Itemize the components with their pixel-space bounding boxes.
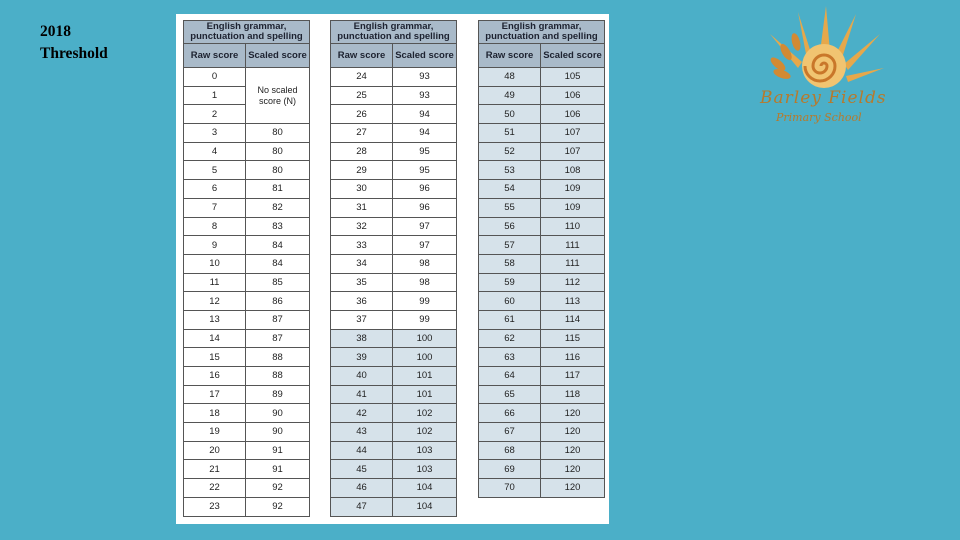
scaled-score-cell: 120	[541, 404, 605, 423]
table-row	[331, 385, 457, 404]
scaled-score-cell: 120	[541, 441, 605, 460]
scaled-score-cell: 97	[393, 217, 457, 236]
table-row	[331, 180, 457, 199]
scaled-score-cell: 115	[541, 329, 605, 348]
table-row	[479, 86, 605, 105]
scaled-score-cell: 87	[246, 329, 310, 348]
scaled-score-cell: 84	[246, 236, 310, 255]
table-row	[184, 273, 310, 292]
scaled-score-cell: 101	[393, 367, 457, 386]
raw-score-cell: 61	[479, 310, 541, 329]
raw-score-cell: 33	[331, 236, 393, 255]
raw-score-cell: 22	[184, 479, 246, 498]
table-row	[331, 254, 457, 273]
table-row	[184, 367, 310, 386]
raw-score-cell: 36	[331, 292, 393, 311]
raw-score-cell: 62	[479, 329, 541, 348]
raw-score-cell: 28	[331, 142, 393, 161]
table-row	[479, 367, 605, 386]
raw-score-cell: 54	[479, 180, 541, 199]
scaled-score-cell: 94	[393, 124, 457, 143]
table-row	[479, 273, 605, 292]
scaled-score-cell: 120	[541, 460, 605, 479]
raw-score-cell: 50	[479, 105, 541, 124]
table-row	[331, 329, 457, 348]
table-row	[479, 310, 605, 329]
raw-score-cell: 3	[184, 124, 246, 143]
scaled-score-cell: 83	[246, 217, 310, 236]
table-row	[331, 348, 457, 367]
scaled-score-cell: 81	[246, 180, 310, 199]
scaled-score-cell: 116	[541, 348, 605, 367]
scaled-score-header: Scaled score	[541, 44, 605, 68]
table-title: English grammar, punctuation and spelling	[184, 21, 310, 44]
table-row	[184, 254, 310, 273]
raw-score-cell: 23	[184, 497, 246, 516]
raw-score-cell: 29	[331, 161, 393, 180]
scaled-score-header: Scaled score	[246, 44, 310, 68]
raw-score-cell: 53	[479, 161, 541, 180]
scaled-score-header: Scaled score	[393, 44, 457, 68]
scaled-score-cell: 82	[246, 198, 310, 217]
scaled-score-cell: 92	[246, 497, 310, 516]
raw-score-cell: 30	[331, 180, 393, 199]
raw-score-cell: 7	[184, 198, 246, 217]
table-row	[184, 217, 310, 236]
table-row	[479, 385, 605, 404]
table-row	[479, 124, 605, 143]
raw-score-cell: 16	[184, 367, 246, 386]
table-row	[479, 68, 605, 87]
table-row	[184, 236, 310, 255]
scaled-score-cell: 94	[393, 105, 457, 124]
table-row	[184, 497, 310, 516]
scaled-score-cell: 110	[541, 217, 605, 236]
raw-score-cell: 6	[184, 180, 246, 199]
table-row	[331, 124, 457, 143]
scaled-score-cell: 113	[541, 292, 605, 311]
raw-score-cell: 9	[184, 236, 246, 255]
raw-score-cell: 45	[331, 460, 393, 479]
table-row	[331, 367, 457, 386]
scaled-score-cell: 100	[393, 348, 457, 367]
scaled-score-cell: 102	[393, 404, 457, 423]
raw-score-cell: 64	[479, 367, 541, 386]
scaled-score-cell: 107	[541, 124, 605, 143]
scaled-score-cell: 98	[393, 254, 457, 273]
scaled-score-cell: 112	[541, 273, 605, 292]
raw-score-cell: 43	[331, 423, 393, 442]
table-row	[331, 310, 457, 329]
scaled-score-cell: 114	[541, 310, 605, 329]
scaled-score-cell: 106	[541, 105, 605, 124]
raw-score-cell: 40	[331, 367, 393, 386]
table-row	[331, 161, 457, 180]
score-table-2	[330, 20, 457, 517]
table-row	[479, 423, 605, 442]
school-name: Barley Fields	[760, 88, 887, 108]
raw-score-cell: 39	[331, 348, 393, 367]
table-title: English grammar, punctuation and spelling	[479, 21, 605, 44]
raw-score-cell: 44	[331, 441, 393, 460]
raw-score-cell: 34	[331, 254, 393, 273]
raw-score-cell: 37	[331, 310, 393, 329]
table-row	[331, 198, 457, 217]
table-row	[479, 404, 605, 423]
scaled-score-cell: 97	[393, 236, 457, 255]
table-row	[331, 441, 457, 460]
scaled-score-cell: 118	[541, 385, 605, 404]
scaled-score-cell: 87	[246, 310, 310, 329]
scaled-score-cell: 80	[246, 124, 310, 143]
raw-score-cell: 55	[479, 198, 541, 217]
scaled-score-cell: 85	[246, 273, 310, 292]
table-row	[479, 142, 605, 161]
scaled-score-cell: 92	[246, 479, 310, 498]
table-title: English grammar, punctuation and spelling	[331, 21, 457, 44]
scaled-score-cell: 80	[246, 142, 310, 161]
table-row	[184, 161, 310, 180]
table-row	[479, 348, 605, 367]
table-row	[184, 479, 310, 498]
scaled-score-cell: 86	[246, 292, 310, 311]
scaled-score-cell: 95	[393, 161, 457, 180]
scaled-score-cell: 95	[393, 142, 457, 161]
scaled-score-cell: 91	[246, 460, 310, 479]
raw-score-header: Raw score	[331, 44, 393, 68]
raw-score-cell: 42	[331, 404, 393, 423]
scaled-score-cell: 103	[393, 460, 457, 479]
table-row	[184, 329, 310, 348]
table-row	[479, 292, 605, 311]
table-row	[184, 385, 310, 404]
table-row	[331, 68, 457, 87]
table-row	[184, 348, 310, 367]
scaled-score-cell: 93	[393, 86, 457, 105]
table-row	[184, 441, 310, 460]
raw-score-cell: 0	[184, 68, 246, 87]
table-row	[184, 423, 310, 442]
table-row	[184, 124, 310, 143]
scaled-score-cell: 104	[393, 479, 457, 498]
table-row	[184, 310, 310, 329]
table-row	[479, 329, 605, 348]
scaled-score-cell: 91	[246, 441, 310, 460]
scaled-score-cell: 103	[393, 441, 457, 460]
raw-score-cell: 14	[184, 329, 246, 348]
table-row	[479, 441, 605, 460]
table-row	[479, 236, 605, 255]
scaled-score-cell: 89	[246, 385, 310, 404]
school-type: Primary School	[776, 111, 862, 124]
raw-score-cell: 4	[184, 142, 246, 161]
raw-score-cell: 38	[331, 329, 393, 348]
table-row	[479, 198, 605, 217]
raw-score-cell: 2	[184, 105, 246, 124]
raw-score-cell: 56	[479, 217, 541, 236]
scaled-score-cell: 109	[541, 180, 605, 199]
scaled-score-cell: 99	[393, 310, 457, 329]
scaled-score-cell: 111	[541, 254, 605, 273]
scaled-score-cell: 98	[393, 273, 457, 292]
table-row	[331, 142, 457, 161]
scaled-score-cell: 96	[393, 180, 457, 199]
raw-score-cell: 48	[479, 68, 541, 87]
scaled-score-cell: 101	[393, 385, 457, 404]
table-row	[331, 460, 457, 479]
raw-score-cell: 59	[479, 273, 541, 292]
table-row	[184, 292, 310, 311]
raw-score-cell: 41	[331, 385, 393, 404]
raw-score-cell: 15	[184, 348, 246, 367]
raw-score-cell: 65	[479, 385, 541, 404]
raw-score-cell: 67	[479, 423, 541, 442]
scaled-score-cell: 80	[246, 161, 310, 180]
table-row	[479, 180, 605, 199]
table-row	[479, 460, 605, 479]
table-row	[331, 236, 457, 255]
table-row	[184, 68, 310, 87]
raw-score-cell: 12	[184, 292, 246, 311]
table-row	[184, 460, 310, 479]
table-row	[184, 404, 310, 423]
raw-score-cell: 51	[479, 124, 541, 143]
table-row	[479, 161, 605, 180]
score-table-3	[478, 20, 605, 498]
scaled-score-cell: 88	[246, 367, 310, 386]
scaled-score-cell: 117	[541, 367, 605, 386]
raw-score-cell: 32	[331, 217, 393, 236]
raw-score-cell: 26	[331, 105, 393, 124]
raw-score-cell: 20	[184, 441, 246, 460]
no-scaled-score-cell: No scaled score (N)	[246, 68, 310, 124]
slide-title	[40, 21, 108, 65]
table-row	[479, 254, 605, 273]
scaled-score-cell: 100	[393, 329, 457, 348]
raw-score-cell: 60	[479, 292, 541, 311]
table-row	[184, 198, 310, 217]
raw-score-cell: 63	[479, 348, 541, 367]
scaled-score-cell: 109	[541, 198, 605, 217]
raw-score-cell: 5	[184, 161, 246, 180]
scaled-score-cell: 102	[393, 423, 457, 442]
raw-score-cell: 8	[184, 217, 246, 236]
scaled-score-cell: 93	[393, 68, 457, 87]
table-row	[479, 105, 605, 124]
raw-score-cell: 25	[331, 86, 393, 105]
scaled-score-cell: 88	[246, 348, 310, 367]
raw-score-cell: 47	[331, 497, 393, 516]
scaled-score-cell: 104	[393, 497, 457, 516]
scaled-score-cell: 106	[541, 86, 605, 105]
raw-score-cell: 27	[331, 124, 393, 143]
raw-score-cell: 49	[479, 86, 541, 105]
raw-score-cell: 70	[479, 479, 541, 498]
raw-score-cell: 66	[479, 404, 541, 423]
scaled-score-cell: 120	[541, 479, 605, 498]
raw-score-cell: 19	[184, 423, 246, 442]
scaled-score-cell: 90	[246, 404, 310, 423]
raw-score-cell: 1	[184, 86, 246, 105]
raw-score-cell: 58	[479, 254, 541, 273]
raw-score-cell: 52	[479, 142, 541, 161]
table-row	[331, 404, 457, 423]
scaled-score-cell: 107	[541, 142, 605, 161]
raw-score-cell: 31	[331, 198, 393, 217]
scaled-score-cell: 105	[541, 68, 605, 87]
raw-score-header: Raw score	[479, 44, 541, 68]
scaled-score-cell: 99	[393, 292, 457, 311]
table-row	[331, 479, 457, 498]
table-row	[479, 479, 605, 498]
raw-score-cell: 68	[479, 441, 541, 460]
raw-score-cell: 35	[331, 273, 393, 292]
raw-score-cell: 69	[479, 460, 541, 479]
raw-score-cell: 21	[184, 460, 246, 479]
scaled-score-cell: 111	[541, 236, 605, 255]
raw-score-cell: 13	[184, 310, 246, 329]
scaled-score-cell: 120	[541, 423, 605, 442]
table-row	[479, 217, 605, 236]
table-row	[331, 273, 457, 292]
slide-title-label: Threshold	[40, 45, 108, 62]
raw-score-cell: 17	[184, 385, 246, 404]
score-conversion-document	[176, 14, 609, 524]
score-table-1	[183, 20, 310, 517]
table-row	[331, 497, 457, 516]
table-row	[331, 423, 457, 442]
raw-score-cell: 10	[184, 254, 246, 273]
raw-score-cell: 18	[184, 404, 246, 423]
raw-score-cell: 11	[184, 273, 246, 292]
scaled-score-cell: 90	[246, 423, 310, 442]
raw-score-cell: 57	[479, 236, 541, 255]
scaled-score-cell: 84	[246, 254, 310, 273]
raw-score-header: Raw score	[184, 44, 246, 68]
table-row	[331, 86, 457, 105]
table-row	[331, 292, 457, 311]
table-row	[184, 142, 310, 161]
raw-score-cell: 24	[331, 68, 393, 87]
raw-score-cell: 46	[331, 479, 393, 498]
slide-title-year: 2018	[40, 23, 71, 40]
table-row	[331, 217, 457, 236]
scaled-score-cell: 108	[541, 161, 605, 180]
scaled-score-cell: 96	[393, 198, 457, 217]
table-row	[331, 105, 457, 124]
table-row	[184, 180, 310, 199]
